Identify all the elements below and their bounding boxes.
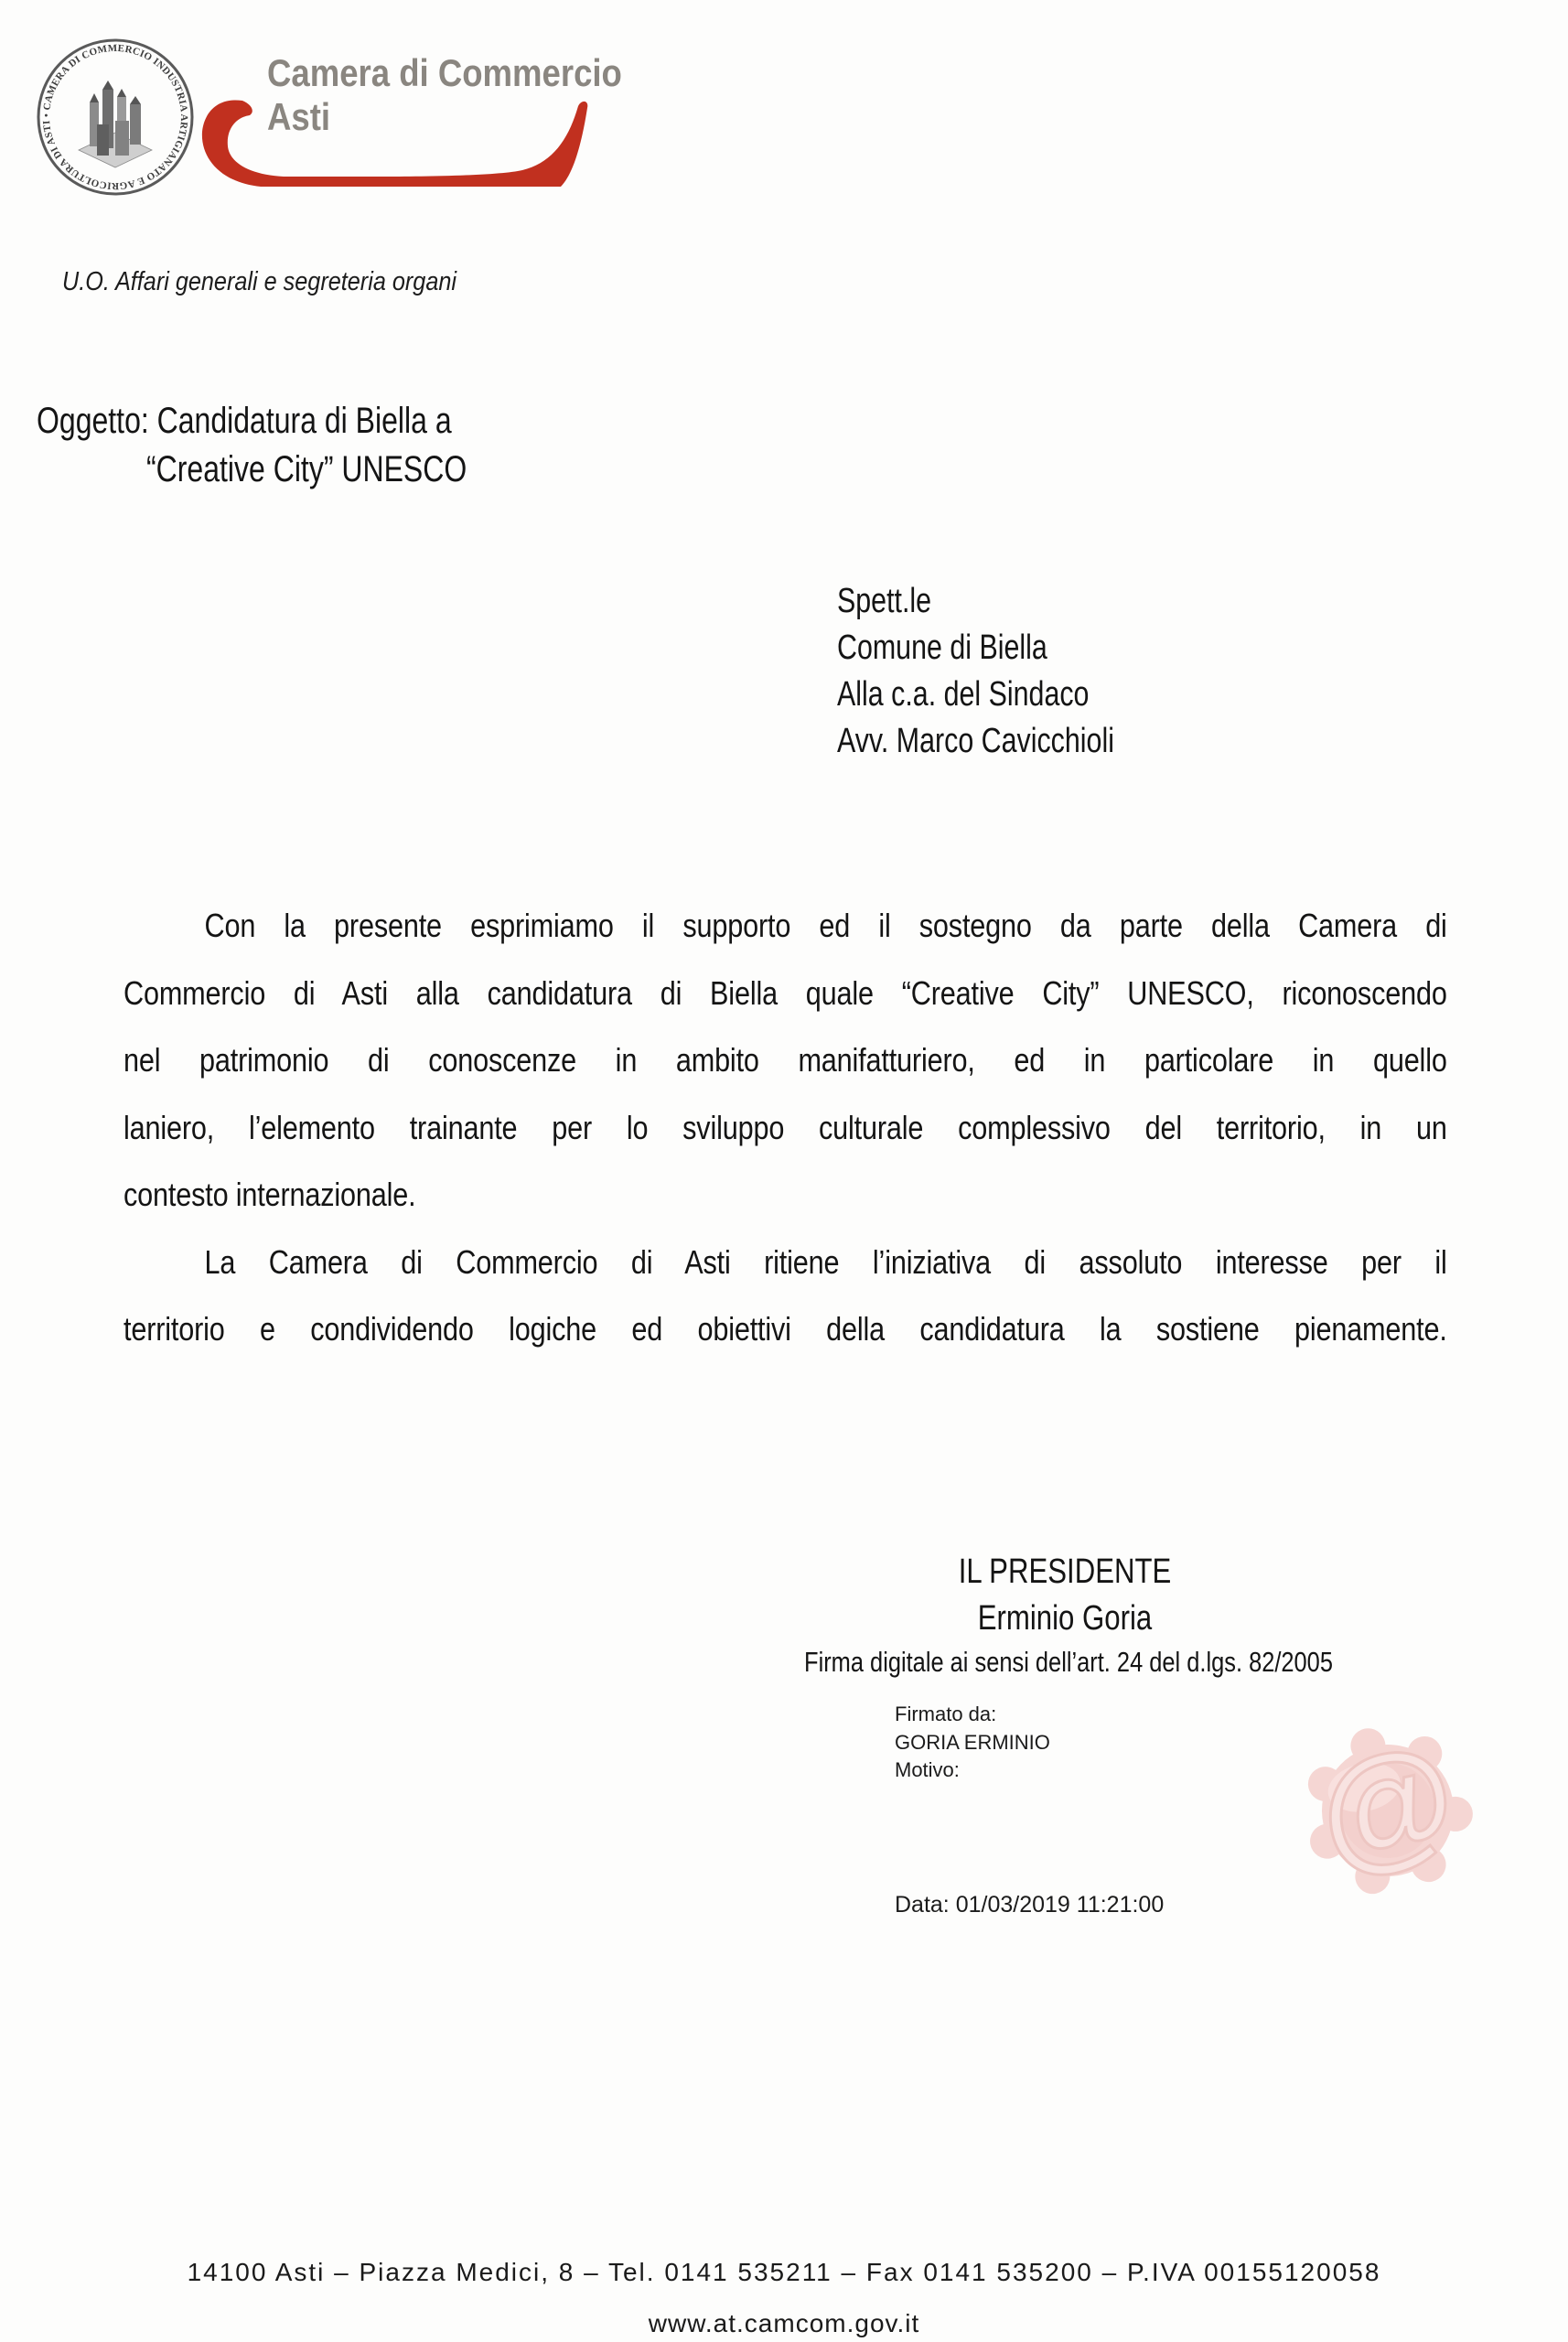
body-line: contesto internazionale. <box>124 1176 416 1213</box>
body-line: Commercio di Asti alla candidatura di Biella quale “Creative City” UNESCO, riconoscendo <box>124 973 1447 1012</box>
recipient-salutation: Spett.le <box>837 582 932 620</box>
seal-ring-text: • CAMERA DI COMMERCIO INDUSTRIA ARTIGIANATO E AGRICOLTURA DI ASTI <box>40 42 190 192</box>
signature-role: IL PRESIDENTE <box>958 1552 1172 1591</box>
recipient-block <box>837 578 1114 765</box>
department-line: U.O. Affari generali e segreteria organi <box>62 267 457 296</box>
chamber-seal-logo <box>37 38 194 196</box>
org-name-line2: Asti <box>267 95 331 138</box>
body-line: La Camera di Commercio di Asti ritiene l’iniziativa di assoluto interesse per il <box>204 1242 1447 1281</box>
letter-body <box>124 892 1447 1363</box>
reason-label: Motivo: <box>895 1758 960 1781</box>
subject-block <box>37 397 467 494</box>
signature-name: Erminio Goria <box>977 1599 1153 1638</box>
seal-towers-illustration <box>79 81 152 167</box>
body-line: Con la presente esprimiamo il supporto ed il sostegno da parte della Camera di <box>204 907 1447 944</box>
digital-signature-block <box>895 1701 1050 1785</box>
recipient-attention: Alla c.a. del Sindaco <box>837 675 1090 714</box>
org-name-line1: Camera di Commercio <box>267 51 622 94</box>
red-swoosh-icon <box>197 95 592 192</box>
body-line: territorio e condividendo logiche ed obiettivi della candidatura la sostiene pienamente. <box>124 1310 1447 1348</box>
seal-outer-ring <box>38 40 192 194</box>
recipient-person: Avv. Marco Cavicchioli <box>837 722 1114 760</box>
signature-digital-note: Firma digitale ai sensi dell’art. 24 del d.lgs. 82/2005 <box>804 1646 1333 1678</box>
signed-by-name: GORIA ERMINIO <box>895 1730 1050 1754</box>
body-line: laniero, l’elemento trainante per lo sviluppo culturale complessivo del territorio, in un <box>124 1108 1447 1146</box>
stamp-at-glyph: @ <box>1305 1714 1468 1894</box>
footer-website: www.at.camcom.gov.it <box>648 2309 920 2337</box>
signature-date: Data: 01/03/2019 11:21:00 <box>895 1892 1165 1918</box>
footer-address-line: 14100 Asti – Piazza Medici, 8 – Tel. 0141 535211 – Fax 0141 535200 – P.IVA 00155120058 <box>187 2258 1381 2286</box>
subject-line2: “Creative City” UNESCO <box>146 449 467 489</box>
recipient-organization: Comune di Biella <box>837 628 1047 667</box>
body-line: nel patrimonio di conoscenze in ambito manifatturiero, ed in particolare in quello <box>124 1041 1447 1079</box>
wax-seal-stamp-icon <box>1292 1714 1484 1907</box>
subject-line1: Oggetto: Candidatura di Biella a <box>37 401 452 441</box>
signed-by-label: Firmato da: <box>895 1703 997 1725</box>
